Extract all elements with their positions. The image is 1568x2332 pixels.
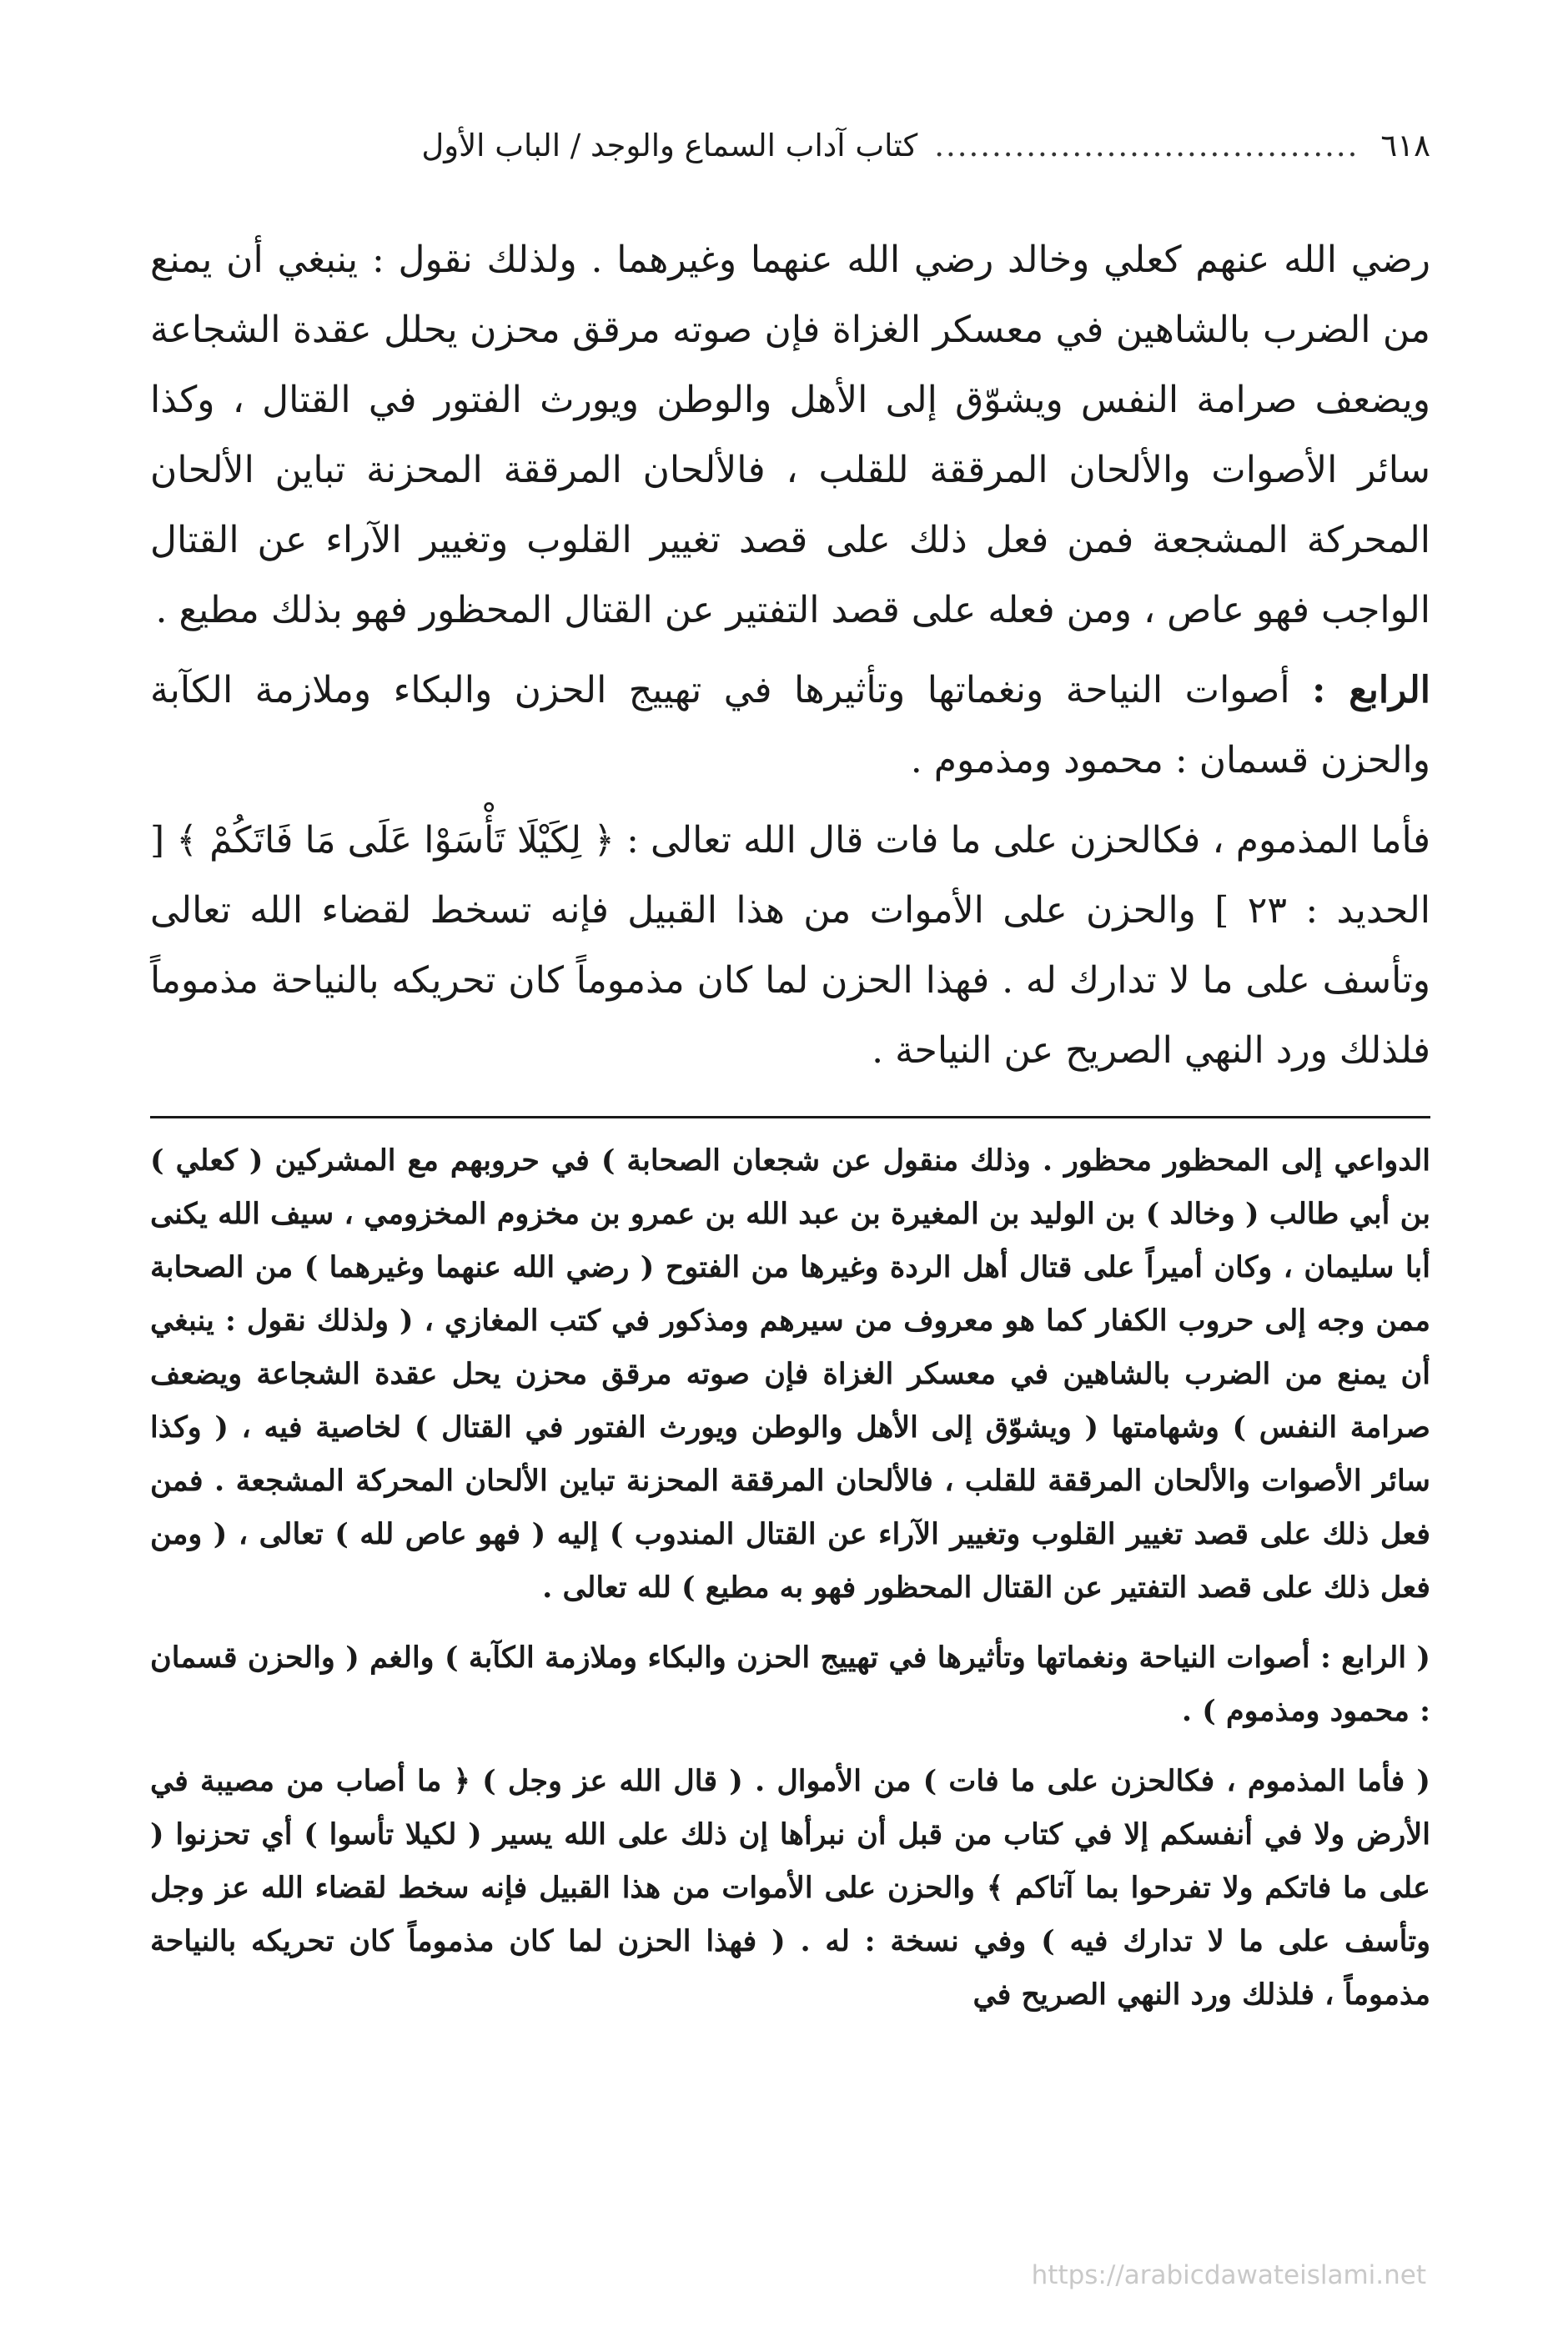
footnote-divider	[150, 1116, 1430, 1118]
watermark-url: https://arabicdawateislami.net	[1031, 2260, 1426, 2290]
running-header	[146, 117, 1430, 163]
page-number: ٦١٨	[1380, 128, 1430, 163]
main-paragraph-1: رضي الله عنهم كعلي وخالد رضي الله عنهما وغيرهما . ولذلك نقول : ينبغي أن يمنع من الضرب بالشاهين في معسكر الغزاة فإن صوته مرقق محزن يحلل عقدة الشجاعة ويضعف صرامة النفس ويشوّق إلى الأهل والوطن ويورث الفتور في القتال ، وكذا سائر الأصوات والألحان المرققة للقلب ، فالألحان المرققة المحزنة تباين الألحان المحركة المشجعة فمن فعل ذلك على قصد تغيير القلوب وتغيير الآراء عن القتال الواجب فهو عاص ، ومن فعله على قصد التفتير عن القتال المحظور فهو بذلك مطيع .	[150, 239, 1430, 631]
section-lead-rabi: الرابع :	[1312, 669, 1430, 711]
main-text	[150, 225, 1430, 1086]
main-paragraph-3: فأما المذموم ، فكالحزن على ما فات قال الله تعالى : ﴿ لِكَيْلَا تَأْسَوْا عَلَى مَا فَاتَكُمْ ﴾ [ الحديد : ٢٣ ] والحزن على الأموات من هذا القبيل فإنه تسخط لقضاء الله تعالى وتأسف على ما لا تدارك له . فهذا الحزن لما كان مذموماً كان تحريكه بالنياحة مذموماً فلذلك ورد النهي الصريح عن النياحة .	[150, 819, 1430, 1072]
commentary-text	[150, 1134, 1430, 2022]
main-paragraph-2-text: أصوات النياحة ونغماتها وتأثيرها في تهييج الحزن والبكاء وملازمة الكآبة والحزن قسمان : محمود ومذموم .	[150, 669, 1430, 782]
book-title: كتاب آداب السماع والوجد / الباب الأول	[421, 128, 918, 163]
header-leader-dots: .....................................	[934, 128, 1359, 163]
main-paragraph-2	[150, 656, 1430, 796]
commentary-paragraph-3: ( فأما المذموم ، فكالحزن على ما فات ) من الأموال . ( قال الله عز وجل ) ﴿ ما أصاب من مصيبة في الأرض ولا في أنفسكم إلا في كتاب من قبل أن نبرأها إن ذلك على الله يسير ( لكيلا تأسوا ) أي تحزنوا ( على ما فاتكم ولا تفرحوا بما آتاكم ﴾ والحزن على الأموات من هذا القبيل فإنه سخط لقضاء الله عز وجل وتأسف على ما لا تدارك فيه ) وفي نسخة : له . ( فهذا الحزن لما كان مذموماً كان تحريكه بالنياحة مذموماً ، فلذلك ورد النهي الصريح في	[150, 1764, 1430, 2012]
commentary-paragraph-1: الدواعي إلى المحظور محظور . وذلك منقول عن شجعان الصحابة ) في حروبهم مع المشركين ( كعلي ) بن أبي طالب ( وخالد ) بن الوليد بن المغيرة بن عبد الله بن عمرو بن مخزوم المخزومي ، سيف الله يكنى أبا سليمان ، وكان أميراً على قتال أهل الردة وغيرها من الفتوح ( رضي الله عنهما وغيرهما ) من الصحابة ممن وجه إلى حروب الكفار كما هو معروف من سيرهم ومذكور في كتب المغازي ، ( ولذلك نقول : ينبغي أن يمنع من الضرب بالشاهين في معسكر الغزاة فإن صوته مرقق محزن يحل عقدة الشجاعة ويضعف صرامة النفس ) وشهامتها ( ويشوّق إلى الأهل والوطن ويورث الفتور في القتال ) لخاصية فيه ، ( وكذا سائر الأصوات والألحان المرققة للقلب ، فالألحان المرققة المحزنة تباين الألحان المحركة المشجعة . فمن فعل ذلك على قصد تغيير القلوب وتغيير الآراء عن القتال المندوب ) إليه ( فهو عاص لله ) تعالى ، ( ومن فعل ذلك على قصد التفتير عن القتال المحظور فهو به مطيع ) لله تعالى .	[150, 1143, 1430, 1605]
commentary-paragraph-2: ( الرابع : أصوات النياحة ونغماتها وتأثيرها في تهييج الحزن والبكاء وملازمة الكآبة ) والغم ( والحزن قسمان : محمود ومذموم ) .	[150, 1641, 1430, 1728]
